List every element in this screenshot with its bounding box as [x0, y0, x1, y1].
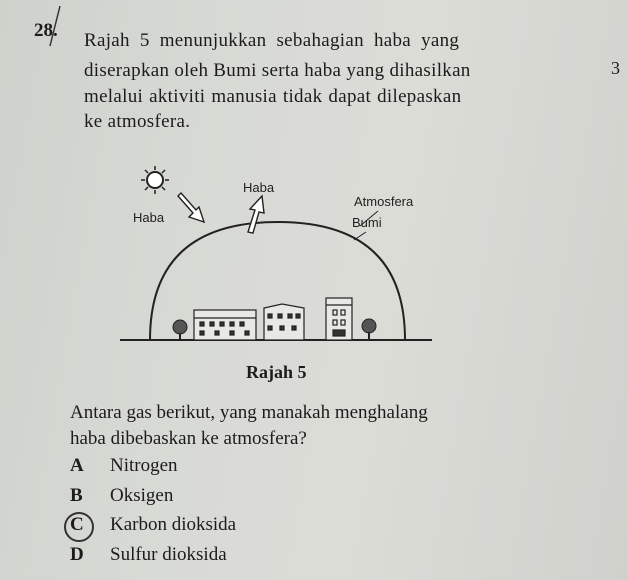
label-atmosphere: Atmosfera: [354, 194, 414, 209]
option-letter: D: [70, 544, 84, 565]
building-icon: [264, 304, 304, 340]
option-b[interactable]: [70, 485, 173, 507]
sun-icon: [141, 166, 169, 194]
label-heat-left: Haba: [133, 210, 165, 225]
tree-icon: [173, 320, 187, 340]
option-a[interactable]: [70, 455, 178, 477]
earth-pointer: [354, 232, 366, 240]
label-heat-top: Haba: [243, 180, 275, 195]
option-letter: C: [70, 514, 110, 536]
question-number: 28.: [34, 20, 58, 41]
label-earth: Bumi: [352, 215, 382, 230]
option-letter: A: [70, 455, 84, 476]
question-line-3: melalui aktiviti manusia tidak dapat dilepaskan: [84, 86, 462, 107]
tower-building-icon: [326, 298, 352, 340]
question-line-2: diserapkan oleh Bumi serta haba yang dihasilkan: [84, 60, 471, 81]
tree-icon: [362, 319, 376, 340]
prompt-line-2: haba dibebaskan ke atmosfera?: [70, 428, 307, 449]
heat-arrow-outgoing-icon: [248, 196, 264, 233]
answer-circle-mark: [64, 512, 94, 542]
option-text: Oksigen: [110, 485, 174, 506]
option-text: Nitrogen: [110, 455, 178, 476]
option-text: Karbon dioksida: [110, 514, 237, 535]
factory-building-icon: [194, 310, 256, 340]
margin-mark: 3: [611, 58, 620, 78]
option-text: Sulfur dioksida: [110, 544, 227, 565]
option-letter: B: [70, 485, 83, 506]
prompt-line-1: Antara gas berikut, yang manakah menghalang: [70, 402, 428, 423]
heat-arrow-incoming-icon: [178, 193, 204, 222]
option-c[interactable]: [70, 514, 236, 536]
figure-caption: Rajah 5: [246, 362, 307, 382]
question-line-4: ke atmosfera.: [84, 111, 191, 132]
option-d[interactable]: [70, 544, 227, 566]
question-line-1: Rajah 5 menunjukkan sebahagian haba yang: [84, 30, 460, 51]
